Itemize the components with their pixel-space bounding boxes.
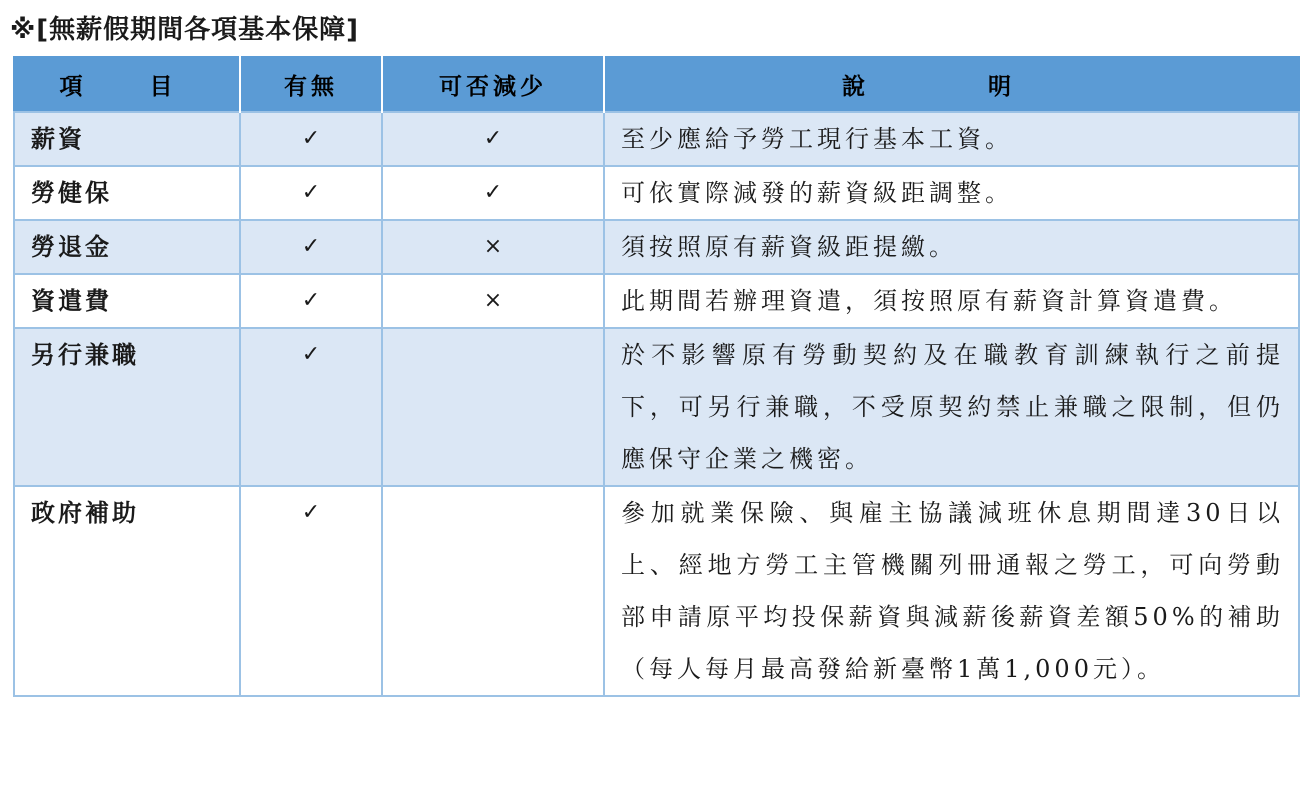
row-item-severance: 資遣費	[14, 274, 240, 328]
row-item-insurance: 勞健保	[14, 166, 240, 220]
row-item-side-job: 另行兼職	[14, 328, 240, 486]
table-header-row	[14, 57, 1299, 112]
check-mark-icon: ✓	[240, 220, 382, 274]
check-mark-icon: ✓	[240, 112, 382, 166]
row-description: 可依實際減發的薪資級距調整。	[604, 166, 1299, 220]
row-description: 於不影響原有勞動契約及在職教育訓練執行之前提下，可另行兼職，不受原契約禁止兼職之限制，但仍應保守企業之機密。	[604, 328, 1299, 486]
check-mark-icon: ✓	[240, 166, 382, 220]
row-description: 至少應給予勞工現行基本工資。	[604, 112, 1299, 166]
table-row	[14, 112, 1299, 166]
row-description: 此期間若辦理資遣，須按照原有薪資計算資遣費。	[604, 274, 1299, 328]
table-row	[14, 274, 1299, 328]
check-mark-icon: ✓	[240, 274, 382, 328]
check-mark-icon: ✓	[240, 486, 382, 696]
check-mark-icon: ✓	[240, 328, 382, 486]
header-has: 有無	[240, 57, 382, 112]
row-description: 參加就業保險、與雇主協議減班休息期間達30日以上、經地方勞工主管機關列冊通報之勞工，可向勞動部申請原平均投保薪資與減薪後薪資差額50%的補助（每人每月最高發給新臺幣1萬1,000元）。	[604, 486, 1299, 696]
cross-mark-icon: ×	[382, 220, 604, 274]
row-item-salary: 薪資	[14, 112, 240, 166]
header-description: 說 明	[604, 57, 1299, 112]
row-item-pension: 勞退金	[14, 220, 240, 274]
row-item-subsidy: 政府補助	[14, 486, 240, 696]
row-description: 須按照原有薪資級距提繳。	[604, 220, 1299, 274]
benefits-table	[13, 56, 1300, 697]
check-mark-icon: ✓	[382, 112, 604, 166]
header-reducible: 可否減少	[382, 57, 604, 112]
check-mark-icon: ✓	[382, 166, 604, 220]
table-row	[14, 486, 1299, 696]
table-row	[14, 220, 1299, 274]
table-row	[14, 166, 1299, 220]
cross-mark-icon: ×	[382, 274, 604, 328]
empty-cell	[382, 486, 604, 696]
empty-cell	[382, 328, 604, 486]
table-row	[14, 328, 1299, 486]
page-title: ※[無薪假期間各項基本保障]	[10, 15, 360, 45]
header-item: 項 目	[14, 57, 240, 112]
